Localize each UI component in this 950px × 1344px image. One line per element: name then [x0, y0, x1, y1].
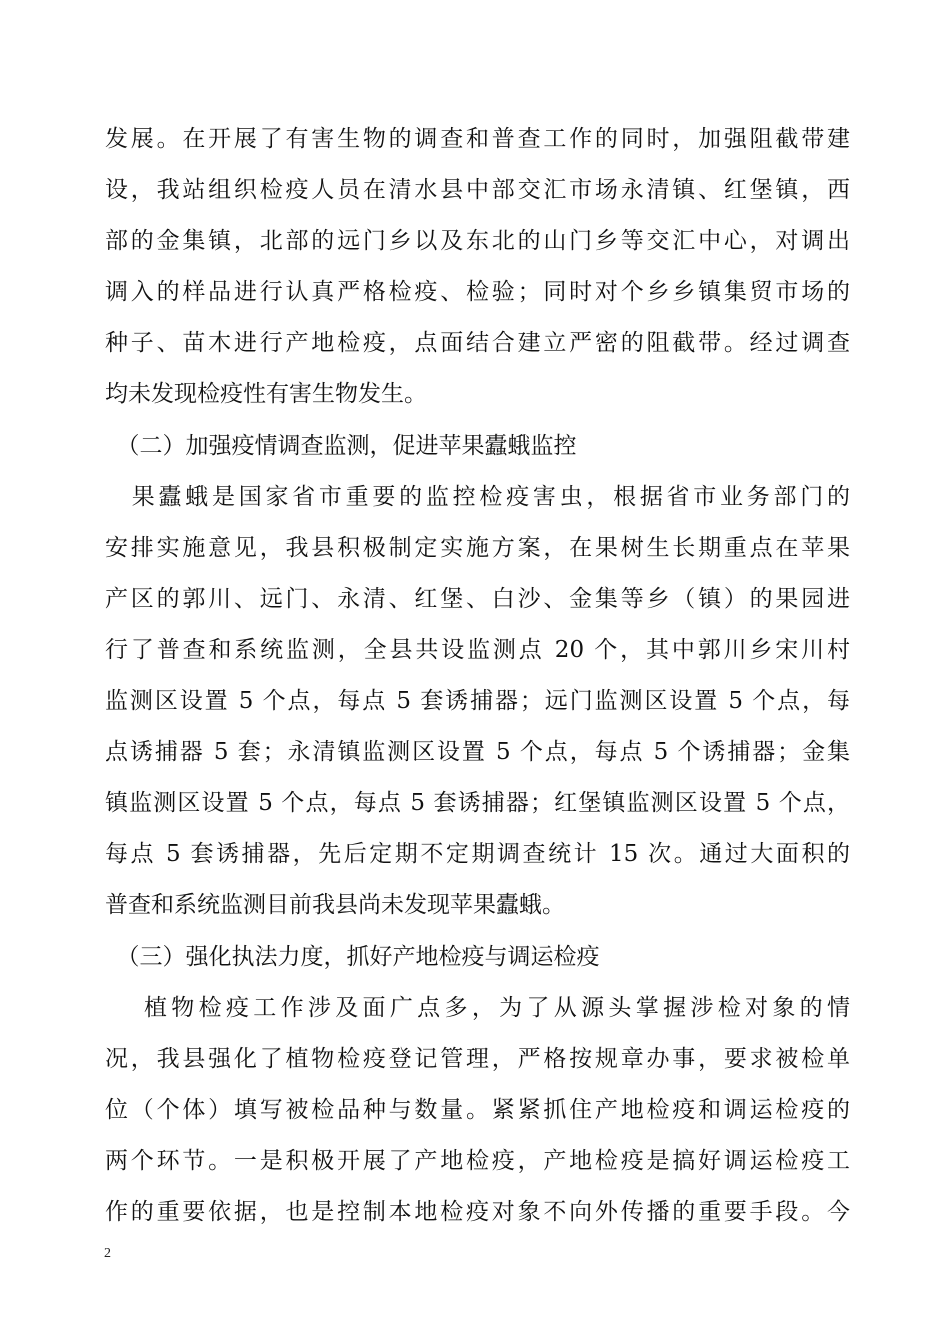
paragraph-3-line-3: 位（个体）填写被检品种与数量。紧紧抓住产地检疫和调运检疫的: [105, 1096, 850, 1123]
paragraph-2-line-8: 每点 5 套诱捕器，先后定期不定期调查统计 15 次。通过大面积的: [105, 841, 850, 868]
paragraph-3-line-4: 两个环节。一是积极开展了产地检疫，产地检疫是搞好调运检疫工: [105, 1147, 850, 1174]
paragraph-3-line-1: 植物检疫工作涉及面广点多，为了从源头掌握涉检对象的情: [105, 994, 850, 1021]
paragraph-1-line-2: 设，我站组织检疫人员在清水县中部交汇市场永清镇、红堡镇，西: [105, 177, 850, 204]
paragraph-2-line-4: 行了普查和系统监测，全县共设监测点 20 个，其中郭川乡宋川村: [105, 636, 850, 663]
paragraph-2-line-3: 产区的郭川、远门、永清、红堡、白沙、金集等乡（镇）的果园进: [105, 585, 850, 612]
paragraph-2-line-6: 点诱捕器 5 套；永清镇监测区设置 5 个点，每点 5 个诱捕器；金集: [105, 739, 850, 766]
paragraph-1-line-5: 种子、苗木进行产地检疫，点面结合建立严密的阻截带。经过调查: [105, 330, 850, 357]
paragraph-2-line-7: 镇监测区设置 5 个点，每点 5 套诱捕器；红堡镇监测区设置 5 个点，: [105, 790, 850, 817]
paragraph-1-line-1: 发展。在开展了有害生物的调查和普查工作的同时，加强阻截带建: [105, 126, 850, 152]
paragraph-2-line-5: 监测区设置 5 个点，每点 5 套诱捕器；远门监测区设置 5 个点，每: [105, 688, 850, 715]
paragraph-3-line-5: 作的重要依据，也是控制本地检疫对象不向外传播的重要手段。今: [105, 1198, 850, 1225]
paragraph-1-line-3: 部的金集镇，北部的远门乡以及东北的山门乡等交汇中心，对调出: [105, 228, 850, 255]
section-heading-3: （三）强化执法力度，抓好产地检疫与调运检疫: [105, 943, 600, 970]
body-text: [105, 114, 850, 1238]
paragraph-3-line-2: 况，我县强化了植物检疫登记管理，严格按规章办事，要求被检单: [105, 1045, 850, 1072]
paragraph-1-line-4: 调入的样品进行认真严格检疫、检验；同时对个乡乡镇集贸市场的: [105, 279, 850, 306]
paragraph-2-line-9: 普查和系统监测目前我县尚未发现苹果蠹蛾。: [105, 892, 565, 919]
paragraph-2-line-1: 果蠹蛾是国家省市重要的监控检疫害虫，根据省市业务部门的: [105, 483, 850, 510]
paragraph-2-line-2: 安排实施意见，我县积极制定实施方案，在果树生长期重点在苹果: [105, 534, 850, 561]
section-heading-2: （二）加强疫情调查监测，促进苹果蠹蛾监控: [105, 432, 577, 459]
page-number: 2: [104, 1246, 111, 1261]
paragraph-1-line-6: 均未发现检疫性有害生物发生。: [105, 381, 427, 408]
